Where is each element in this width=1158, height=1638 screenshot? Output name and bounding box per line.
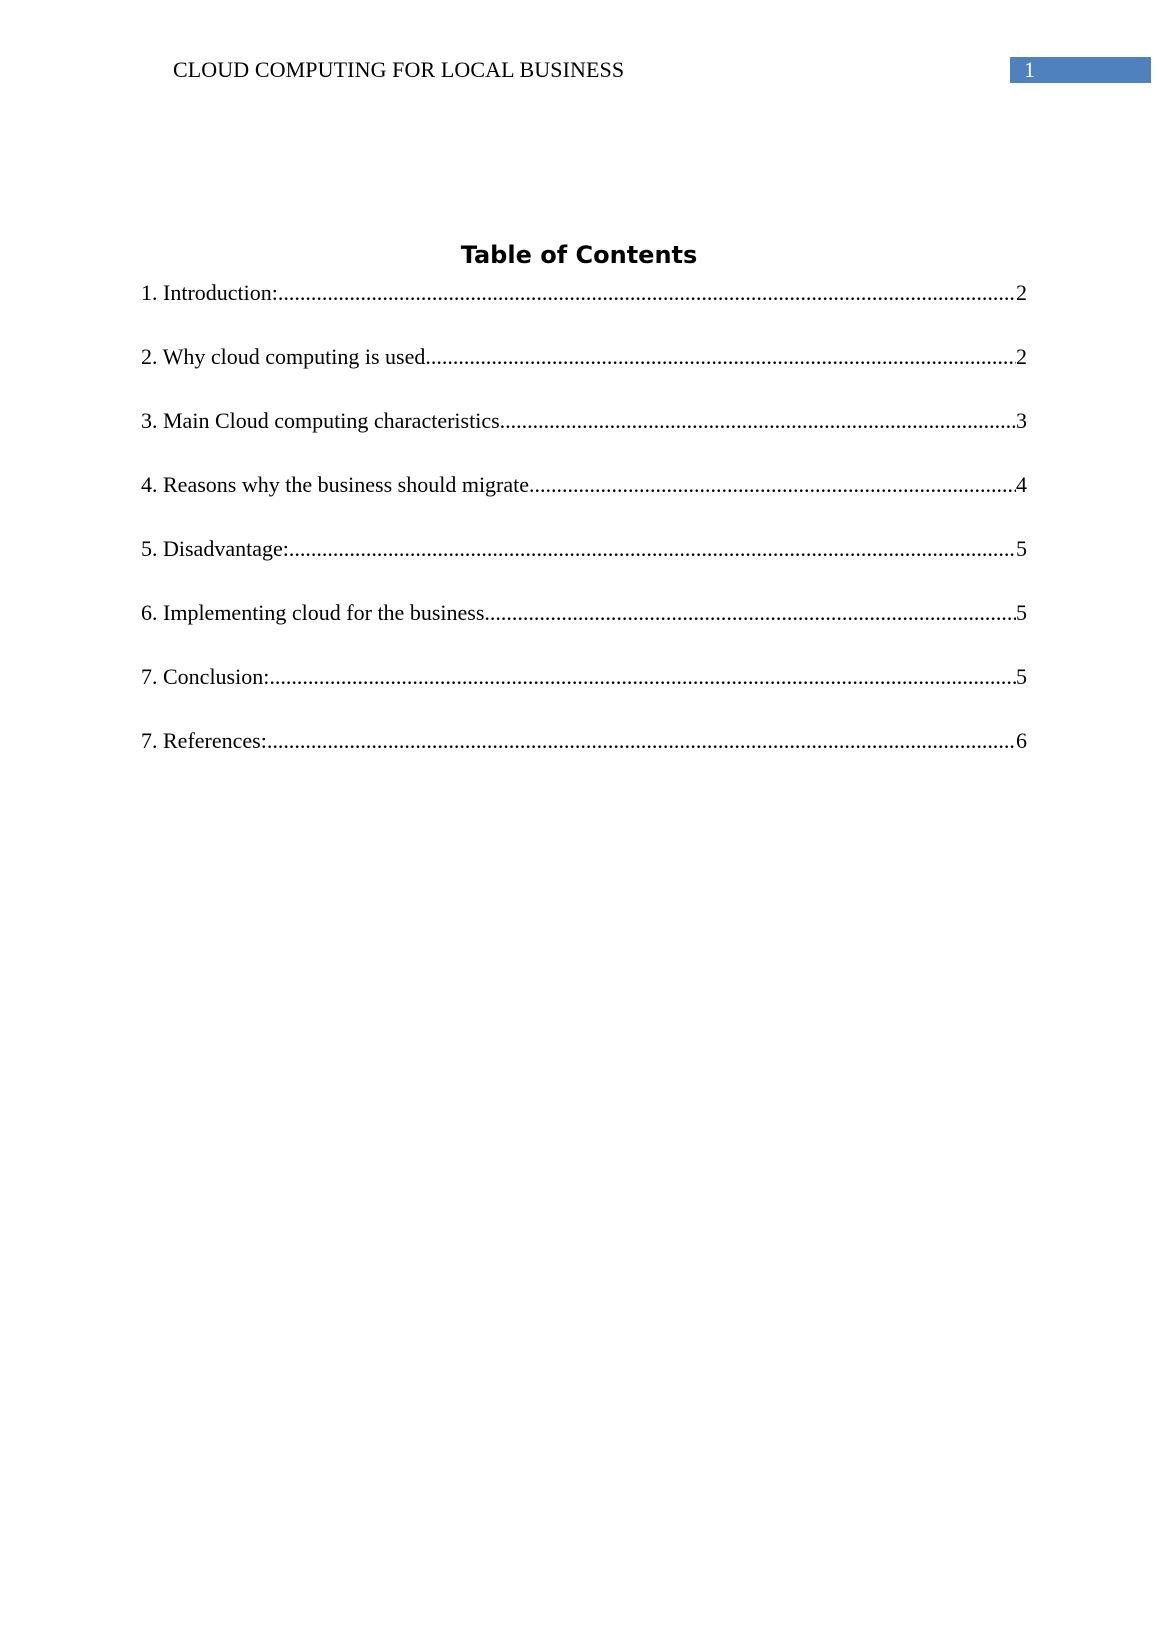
toc-entry-implementing[interactable]: [141, 598, 1027, 662]
toc-dot-leader: [267, 726, 1016, 756]
toc-dot-leader: [484, 598, 1016, 628]
toc-entry-label: 7. References:: [141, 728, 267, 753]
toc-entry-characteristics[interactable]: [141, 406, 1027, 470]
toc-entry-conclusion[interactable]: [141, 662, 1027, 726]
toc-dot-leader: [425, 342, 1016, 372]
table-of-contents: [141, 278, 1027, 790]
running-header-title: CLOUD COMPUTING FOR LOCAL BUSINESS: [173, 57, 625, 82]
toc-entry-page: 5: [1016, 536, 1027, 561]
toc-entry-references[interactable]: [141, 726, 1027, 790]
toc-entry-label: 3. Main Cloud computing characteristics: [141, 408, 500, 433]
toc-dot-leader: [289, 534, 1016, 564]
toc-entry-page: 4: [1016, 472, 1027, 497]
toc-dot-leader: [529, 470, 1016, 500]
page-number-badge: 1: [1010, 57, 1151, 83]
toc-entry-label: 4. Reasons why the business should migrate: [141, 472, 530, 497]
toc-dot-leader: [278, 278, 1016, 308]
toc-dot-leader: [500, 406, 1016, 436]
toc-entry-page: 5: [1016, 664, 1027, 689]
toc-entry-label: 5. Disadvantage:: [141, 536, 289, 561]
toc-entry-page: 2: [1016, 344, 1027, 369]
toc-entry-label: 6. Implementing cloud for the business: [141, 600, 485, 625]
toc-entry-page: 6: [1016, 728, 1027, 753]
toc-entry-label: 2. Why cloud computing is used: [141, 344, 426, 369]
toc-entry-page: 3: [1016, 408, 1027, 433]
toc-entry-reasons-migrate[interactable]: [141, 470, 1027, 534]
toc-entry-label: 1. Introduction:: [141, 280, 278, 305]
toc-entry-why-cloud[interactable]: [141, 342, 1027, 406]
toc-entry-introduction[interactable]: [141, 278, 1027, 342]
toc-heading: Table of Contents: [460, 241, 698, 269]
toc-dot-leader: [269, 662, 1016, 692]
toc-entry-page: 2: [1016, 280, 1027, 305]
toc-entry-label: 7. Conclusion:: [141, 664, 270, 689]
toc-entry-disadvantage[interactable]: [141, 534, 1027, 598]
toc-entry-page: 5: [1016, 600, 1027, 625]
